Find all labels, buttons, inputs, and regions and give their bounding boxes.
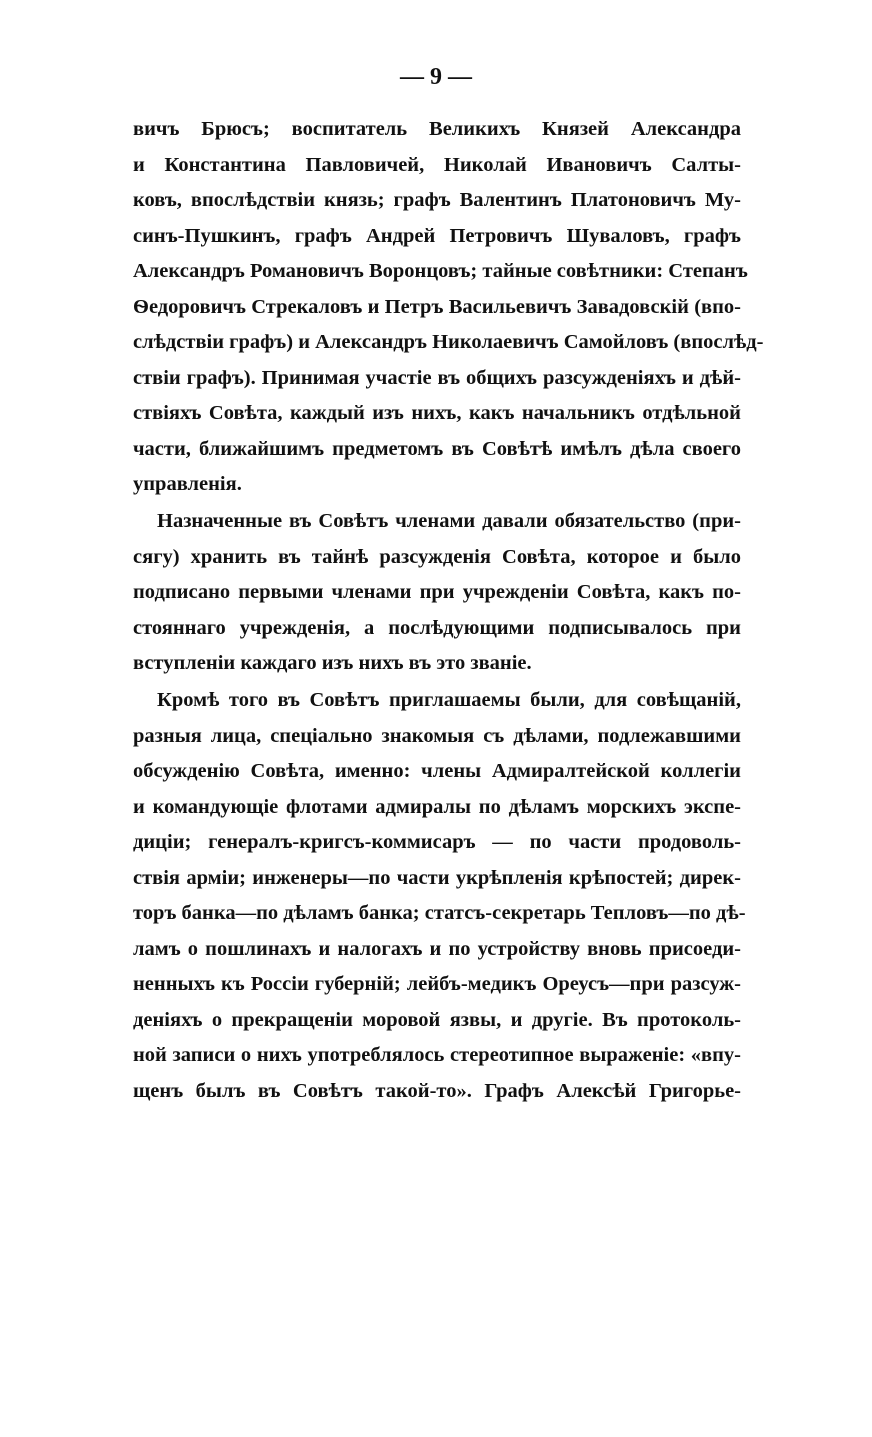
text-line: и командующіе флотами адмиралы по дѣламъ морскихъ экспе- — [133, 795, 741, 818]
text-line: сягу) хранить въ тайнѣ разсужденія Совѣта, которое и было — [133, 545, 741, 568]
text-line: управленія. — [133, 473, 242, 495]
text-line: разныя лица, спеціально знакомыя съ дѣлами, подлежавшими — [133, 724, 741, 747]
page-number: — 9 — — [400, 64, 472, 90]
text-line: слѣдствіи графъ) и Александръ Николаевичъ Самойловъ (впослѣд- — [133, 331, 764, 353]
text-line: части, ближайшимъ предметомъ въ Совѣтѣ имѣлъ дѣла своего — [133, 437, 741, 460]
paragraph-3 — [133, 683, 746, 1109]
text-line: ламъ о пошлинахъ и налогахъ и по устройству вновь присоеди- — [133, 937, 741, 960]
text-line: диціи; генералъ-кригсъ-коммисаръ — по части продоволь- — [133, 831, 741, 853]
paragraph-1 — [133, 112, 764, 503]
text-line: подписано первыми членами при учрежденіи Совѣта, какъ по- — [133, 581, 741, 603]
text-line: обсужденію Совѣта, именно: члены Адмиралтейской коллегіи — [133, 760, 741, 782]
text-line: ствіи графъ). Принимая участіе въ общихъ разсужденіяхъ и дѣй- — [133, 366, 741, 389]
text-line: вичъ Брюсъ; воспитатель Великихъ Князей Александра — [133, 118, 741, 140]
text-line: Александръ Романовичъ Воронцовъ; тайные совѣтники: Степанъ — [133, 260, 748, 282]
text-line: Назначенные въ Совѣтъ членами давали обязательство (при- — [157, 510, 741, 532]
text-line: синъ-Пушкинъ, графъ Андрей Петровичъ Шуваловъ, графъ — [133, 224, 741, 247]
text-line: Ѳедоровичъ Стрекаловъ и Петръ Васильевичъ Завадовскій (впо- — [133, 295, 741, 318]
text-line: ствіяхъ Совѣта, каждый изъ нихъ, какъ начальникъ отдѣльной — [133, 402, 741, 424]
text-line: вступленіи каждаго изъ нихъ въ это званіе. — [133, 652, 532, 674]
text-line: ковъ, впослѣдствіи князь; графъ Валентинъ Платоновичъ Му- — [133, 189, 741, 211]
text-line: деніяхъ о прекращеніи моровой язвы, и другіе. Въ протоколь- — [133, 1008, 741, 1031]
text-line: ной записи о нихъ употреблялось стереотипное выраженіе: «впу- — [133, 1044, 741, 1066]
text-line: и Константина Павловичей, Николай Ивановичъ Салты- — [133, 153, 741, 176]
text-line: щенъ былъ въ Совѣтъ такой-то». Графъ Алексѣй Григорье- — [133, 1079, 741, 1102]
text-line: ствія арміи; инженеры—по части укрѣпленія крѣпостей; дирек- — [133, 866, 741, 889]
text-line: стояннаго учрежденія, а послѣдующими подписывалось при — [133, 616, 741, 639]
text-line: ненныхъ къ Россіи губерній; лейбъ-медикъ Ореусъ—при разсуж- — [133, 973, 741, 995]
paragraph-2 — [133, 504, 741, 682]
text-line: торъ банка—по дѣламъ банка; статсъ-секретарь Тепловъ—по дѣ- — [133, 902, 746, 924]
body-text — [133, 112, 764, 1111]
text-line: Кромѣ того въ Совѣтъ приглашаемы были, для совѣщаній, — [157, 689, 741, 711]
